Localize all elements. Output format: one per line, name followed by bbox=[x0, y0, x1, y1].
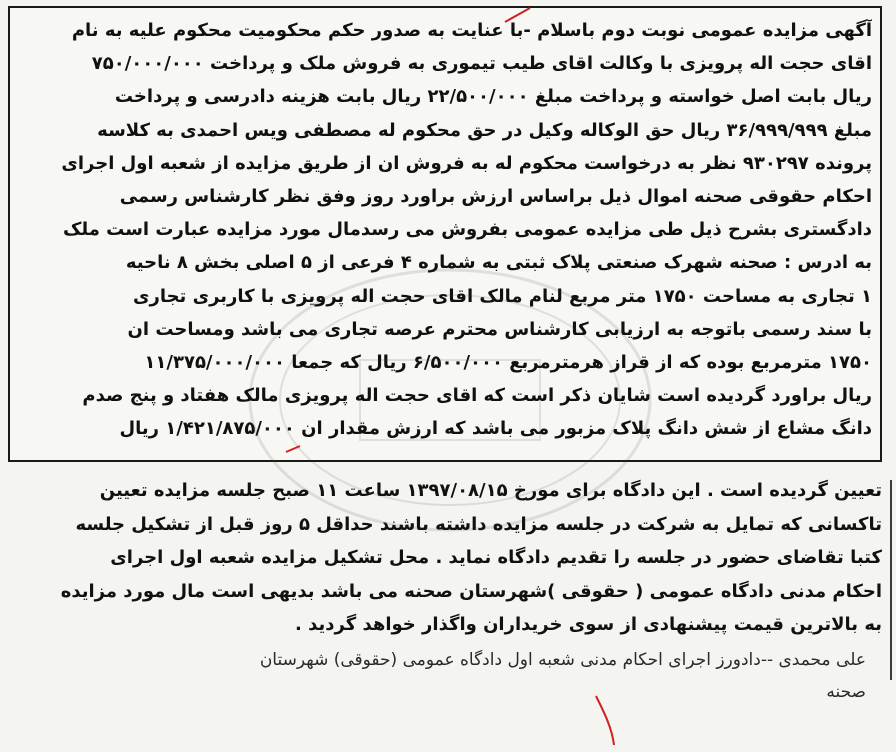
notice-line: ریال بابت اصل خواسته و پرداخت مبلغ ۲۲/۵۰۰/۰۰۰ ریال بابت هزینه دادرسی و پرداخت bbox=[114, 86, 872, 108]
notice-line: با سند رسمی باتوجه به ارزیابی کارشناس محترم عرصه تجاری می باشد ومساحت ان bbox=[127, 318, 872, 340]
notice-line: مبلغ ۳۶/۹۹۹/۹۹۹ ریال حق الوکاله وکیل در حق محکوم له مصطفی ویس احمدی به کلاسه bbox=[97, 119, 872, 141]
notice-line: آگهی مزایده عمومی نوبت دوم باسلام -با عنایت به صدور حکم محکومیت محکوم علیه به نام bbox=[71, 20, 872, 41]
auction-notice-text bbox=[16, 14, 872, 446]
notice-line: ۱۷۵۰ مترمربع بوده که از قراز هرمترمربع ۶/۵۰۰/۰۰۰ ریال که جمعا ۱۱/۳۷۵/۰۰۰/۰۰۰ bbox=[144, 352, 872, 374]
closing-line: کتبا تقاضای حضور در جلسه را تقدیم دادگاه نماید . محل تشکیل مزایده شعبه اول اجرای bbox=[110, 547, 882, 568]
closing-line: احکام مدنی دادگاه عمومی ( حقوقی )شهرستان صحنه می باشد بدیهی است مال مورد مزایده bbox=[60, 580, 882, 602]
signature-line: علی محمدی --دادورز اجرای احکام مدنی شعبه اول دادگاه عمومی (حقوقی) شهرستان bbox=[259, 650, 866, 670]
notice-line: ۱ تجاری به مساحت ۱۷۵۰ متر مربع لنام مالک اقای حجت اله پرویزی با کاربری تجاری bbox=[132, 285, 872, 307]
signature-line: صحنه bbox=[826, 682, 866, 702]
notice-line: اقای حجت اله پرویزی با وکالت اقای طیب تیموری به فروش ملک و پرداخت ۷۵۰/۰۰۰/۰۰۰ bbox=[91, 53, 872, 75]
notice-line: ریال براورد گردیده است شایان ذکر است که اقای حجت اله پرویزی مالک هفتاد و پنج صدم bbox=[82, 385, 872, 407]
closing-line: تاکسانی که تمایل به شرکت در جلسه مزایده داشته باشند حداقل ۵ روز قبل از تشکیل جلسه bbox=[75, 513, 882, 535]
notice-line: به ادرس : صحنه شهرک صنعتی پلاک ثبتی به شماره ۴ فرعی از ۵ اصلی بخش ۸ ناحیه bbox=[125, 252, 872, 274]
auction-schedule-text bbox=[14, 474, 882, 642]
notice-line: دانگ مشاع از شش دانگ پلاک مزبور می باشد که ارزش مقدار ان ۱/۴۲۱/۸۷۵/۰۰۰ ریال bbox=[119, 418, 872, 440]
column-divider bbox=[890, 480, 892, 680]
notice-line: دادگستری بشرح ذیل طی مزایده عمومی بفروش می رسدمال مورد مزایده عبارت است ملک bbox=[62, 219, 872, 241]
signature-block bbox=[14, 644, 866, 708]
closing-line: تعیین گردیده است . این دادگاه برای مورخ ۱۳۹۷/۰۸/۱۵ ساعت ۱۱ صبح جلسه مزایده تعیین bbox=[99, 480, 882, 501]
auction-notice-box bbox=[8, 6, 882, 462]
notice-line: پرونده ۹۳۰۲۹۷ نظر به درخواست محکوم له به فروش ان از طریق مزایده از شعبه اول اجرای bbox=[61, 152, 872, 174]
notice-line: احکام حقوقی صحنه اموال ذیل براساس ارزش براورد روز وفق نظر کارشناس رسمی bbox=[119, 186, 872, 208]
closing-line: به بالاترین قیمت پیشنهادی از سوی خریداران واگذار خواهد گردید . bbox=[295, 614, 882, 635]
